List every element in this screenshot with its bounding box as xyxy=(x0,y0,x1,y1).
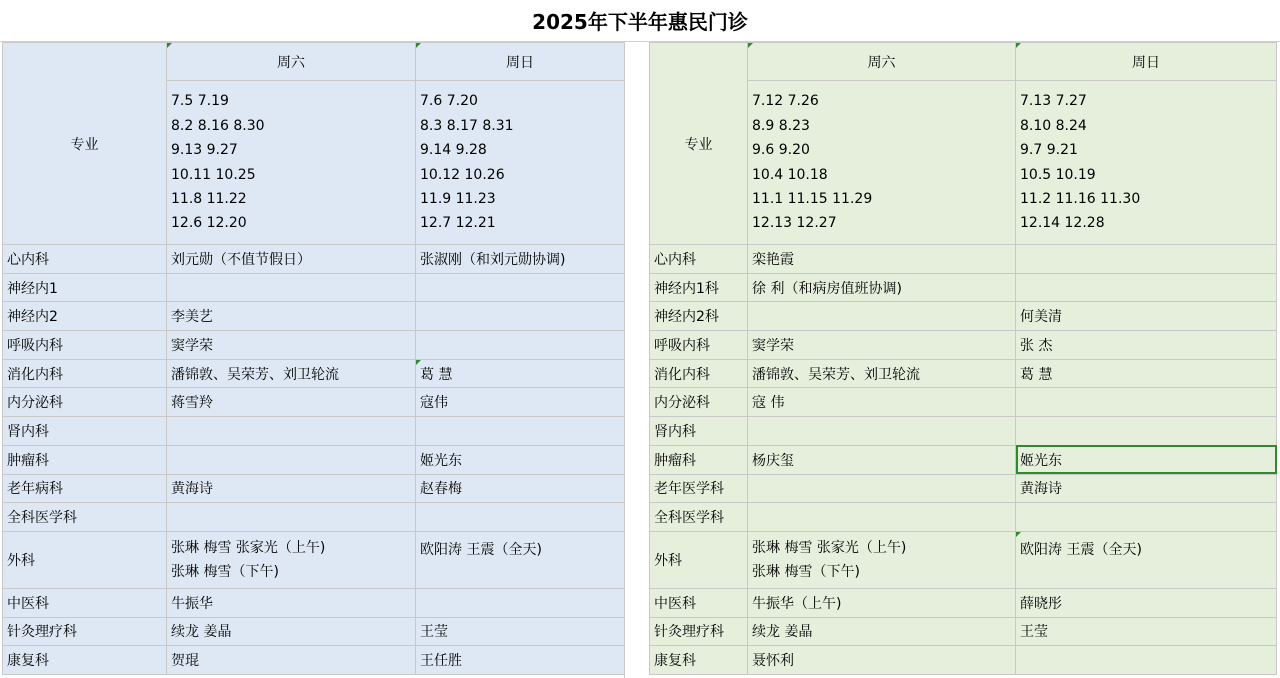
saturday-header: 周六 xyxy=(867,54,896,71)
sunday-cell[interactable]: 姬光东 xyxy=(416,445,625,474)
saturday-cell[interactable]: 牛振华（上午) xyxy=(748,588,1016,617)
sunday-cell[interactable] xyxy=(416,302,625,331)
dept-cell[interactable]: 呼吸内科 xyxy=(650,331,748,360)
date-line: 12.14 12.28 xyxy=(1020,215,1105,232)
saturday-cell[interactable]: 贺琨 xyxy=(167,646,416,675)
saturday-cell[interactable] xyxy=(748,503,1016,532)
saturday-cell[interactable] xyxy=(167,531,416,588)
sunday-cell[interactable] xyxy=(1016,646,1277,675)
date-line: 9.14 9.28 xyxy=(420,142,487,159)
cell-line: 张琳 梅雪 张家光（上午) xyxy=(171,539,326,556)
sunday-cell[interactable] xyxy=(1016,531,1277,588)
date-line: 7.6 7.20 xyxy=(420,93,478,110)
saturday-cell[interactable] xyxy=(167,445,416,474)
saturday-cell[interactable]: 栾艳霞 xyxy=(748,245,1016,274)
date-line: 12.13 12.27 xyxy=(752,215,837,232)
table-row xyxy=(3,273,625,302)
table-row xyxy=(3,474,625,503)
date-line: 8.2 8.16 8.30 xyxy=(171,117,265,134)
sunday-cell[interactable]: 张 杰 xyxy=(1016,331,1277,360)
sunday-cell[interactable]: 葛 慧 xyxy=(416,359,625,388)
dept-cell[interactable]: 肿瘤科 xyxy=(650,445,748,474)
date-line: 8.3 8.17 8.31 xyxy=(420,117,514,134)
dept-cell[interactable]: 肾内科 xyxy=(3,417,167,446)
dept-cell[interactable]: 康复科 xyxy=(3,646,167,675)
dept-cell[interactable]: 老年病科 xyxy=(3,474,167,503)
table-row xyxy=(650,445,1277,474)
date-line: 11.8 11.22 xyxy=(171,190,247,207)
saturday-cell[interactable] xyxy=(748,531,1016,588)
date-line: 11.1 11.15 11.29 xyxy=(752,190,873,207)
date-line: 10.12 10.26 xyxy=(420,166,505,183)
date-line: 11.9 11.23 xyxy=(420,190,496,207)
date-line: 8.9 8.23 xyxy=(752,117,810,134)
dept-cell[interactable]: 内分泌科 xyxy=(650,388,748,417)
saturday-dates-cell[interactable] xyxy=(748,81,1016,245)
saturday-cell[interactable]: 续龙 姜晶 xyxy=(167,617,416,646)
table-row xyxy=(3,388,625,417)
date-line: 7.5 7.19 xyxy=(171,93,229,110)
specialty-header: 专业 xyxy=(684,136,713,153)
table-row xyxy=(3,531,625,588)
table-row xyxy=(3,417,625,446)
table-row xyxy=(650,531,1277,588)
sunday-header-cell[interactable] xyxy=(416,43,625,81)
date-line: 10.5 10.19 xyxy=(1020,166,1096,183)
date-line: 9.6 9.20 xyxy=(752,142,810,159)
cell-line: 欧阳涛 王震（全天) xyxy=(1020,541,1142,558)
date-line: 12.6 12.20 xyxy=(171,215,247,232)
sunday-dates-cell[interactable] xyxy=(1016,81,1277,245)
saturday-cell[interactable] xyxy=(167,417,416,446)
specialty-header-cell[interactable] xyxy=(3,43,167,245)
dept-cell[interactable]: 针灸理疗科 xyxy=(3,617,167,646)
sunday-cell[interactable] xyxy=(1016,388,1277,417)
specialty-header-cell[interactable] xyxy=(650,43,748,245)
sunday-cell[interactable] xyxy=(416,331,625,360)
dept-cell[interactable]: 外科 xyxy=(650,531,748,588)
column-gap xyxy=(624,42,649,678)
table-row xyxy=(3,503,625,532)
saturday-header-cell[interactable] xyxy=(748,43,1016,81)
table-row xyxy=(3,445,625,474)
date-line: 10.4 10.18 xyxy=(752,166,828,183)
date-line: 7.13 7.27 xyxy=(1020,93,1087,110)
saturday-cell[interactable]: 聂怀利 xyxy=(748,646,1016,675)
table-row xyxy=(650,503,1277,532)
sunday-cell[interactable]: 王任胜 xyxy=(416,646,625,675)
saturday-cell[interactable]: 窦学荣 xyxy=(167,331,416,360)
dept-cell[interactable]: 消化内科 xyxy=(650,359,748,388)
sunday-header: 周日 xyxy=(506,54,534,71)
saturday-dates-cell[interactable] xyxy=(167,81,416,245)
table-row xyxy=(650,302,1277,331)
dept-cell[interactable]: 全科医学科 xyxy=(3,503,167,532)
date-line: 9.13 9.27 xyxy=(171,142,238,159)
table-row xyxy=(3,245,625,274)
dept-cell[interactable]: 针灸理疗科 xyxy=(650,617,748,646)
dept-cell[interactable]: 消化内科 xyxy=(3,359,167,388)
table-row xyxy=(650,588,1277,617)
dept-cell[interactable]: 中医科 xyxy=(3,588,167,617)
dept-cell[interactable]: 心内科 xyxy=(3,245,167,274)
saturday-cell[interactable] xyxy=(167,503,416,532)
table-row xyxy=(3,331,625,360)
sunday-cell[interactable] xyxy=(1016,273,1277,302)
saturday-cell[interactable]: 潘锦敦、吴荣芳、刘卫轮流 xyxy=(167,359,416,388)
sunday-cell[interactable] xyxy=(1016,503,1277,532)
sunday-cell[interactable]: 寇伟 xyxy=(416,388,625,417)
dept-cell[interactable]: 外科 xyxy=(3,531,167,588)
date-line: 8.10 8.24 xyxy=(1020,117,1087,134)
date-line: 11.2 11.16 11.30 xyxy=(1020,190,1141,207)
saturday-cell[interactable] xyxy=(748,302,1016,331)
sunday-cell[interactable] xyxy=(416,503,625,532)
saturday-cell[interactable]: 续龙 姜晶 xyxy=(748,617,1016,646)
saturday-cell[interactable]: 蒋雪羚 xyxy=(167,388,416,417)
right-schedule-table xyxy=(649,42,1277,675)
dept-cell[interactable]: 康复科 xyxy=(650,646,748,675)
dept-cell[interactable]: 内分泌科 xyxy=(3,388,167,417)
dept-cell[interactable]: 全科医学科 xyxy=(650,503,748,532)
cell-line: 欧阳涛 王震（全天) xyxy=(420,541,542,558)
saturday-cell[interactable]: 黄海诗 xyxy=(167,474,416,503)
date-line: 9.7 9.21 xyxy=(1020,142,1078,159)
sunday-header-cell[interactable] xyxy=(1016,43,1277,81)
date-line: 10.11 10.25 xyxy=(171,166,256,183)
cell-line: 张琳 梅雪 张家光（上午) xyxy=(752,539,907,556)
saturday-cell[interactable]: 潘锦敦、吴荣芳、刘卫轮流 xyxy=(748,359,1016,388)
sunday-cell[interactable]: 薛晓彤 xyxy=(1016,588,1277,617)
saturday-header-cell[interactable] xyxy=(167,43,416,81)
sunday-cell[interactable]: 黄海诗 xyxy=(1016,474,1277,503)
sunday-cell[interactable] xyxy=(416,588,625,617)
table-row xyxy=(650,359,1277,388)
saturday-cell[interactable]: 杨庆玺 xyxy=(748,445,1016,474)
sunday-header: 周日 xyxy=(1132,54,1160,71)
selected-cell[interactable]: 姬光东 xyxy=(1016,445,1277,474)
dept-cell[interactable]: 肿瘤科 xyxy=(3,445,167,474)
sunday-cell[interactable] xyxy=(1016,245,1277,274)
date-line: 12.7 12.21 xyxy=(420,215,496,232)
title-text: 2025年下半年惠民门诊 xyxy=(532,10,748,34)
sunday-cell[interactable] xyxy=(416,531,625,588)
table-row xyxy=(3,588,625,617)
dept-cell[interactable]: 中医科 xyxy=(650,588,748,617)
sunday-cell[interactable]: 王莹 xyxy=(416,617,625,646)
sunday-cell[interactable]: 赵春梅 xyxy=(416,474,625,503)
saturday-cell[interactable] xyxy=(748,474,1016,503)
sunday-cell[interactable] xyxy=(416,273,625,302)
dept-cell[interactable]: 呼吸内科 xyxy=(3,331,167,360)
table-row xyxy=(3,646,625,675)
sunday-cell[interactable]: 何美清 xyxy=(1016,302,1277,331)
table-row xyxy=(650,417,1277,446)
saturday-cell[interactable]: 刘元勋（不值节假日） xyxy=(167,245,416,274)
table-row xyxy=(650,331,1277,360)
dept-cell[interactable]: 神经内1 xyxy=(3,273,167,302)
dept-cell[interactable]: 老年医学科 xyxy=(650,474,748,503)
dept-cell[interactable]: 神经内2科 xyxy=(650,302,748,331)
table-row xyxy=(3,359,625,388)
sunday-cell[interactable]: 葛 慧 xyxy=(1016,359,1277,388)
saturday-cell[interactable]: 牛振华 xyxy=(167,588,416,617)
table-row xyxy=(3,617,625,646)
cell-line: 张琳 梅雪（下午) xyxy=(171,563,279,580)
table-row xyxy=(650,388,1277,417)
saturday-cell[interactable]: 窦学荣 xyxy=(748,331,1016,360)
sunday-cell[interactable]: 张淑刚（和刘元勋协调) xyxy=(416,245,625,274)
saturday-header: 周六 xyxy=(277,54,305,71)
table-row xyxy=(650,273,1277,302)
page-title xyxy=(0,0,1280,42)
dept-cell[interactable]: 心内科 xyxy=(650,245,748,274)
sunday-dates-cell[interactable] xyxy=(416,81,625,245)
dept-cell[interactable]: 肾内科 xyxy=(650,417,748,446)
date-line: 7.12 7.26 xyxy=(752,93,819,110)
table-row xyxy=(650,646,1277,675)
specialty-header: 专业 xyxy=(70,136,99,153)
table-row xyxy=(650,474,1277,503)
dept-cell[interactable]: 神经内2 xyxy=(3,302,167,331)
sunday-cell[interactable] xyxy=(1016,417,1277,446)
table-row xyxy=(650,245,1277,274)
saturday-cell[interactable] xyxy=(167,273,416,302)
sunday-cell[interactable]: 王莹 xyxy=(1016,617,1277,646)
saturday-cell[interactable]: 李美艺 xyxy=(167,302,416,331)
table-row xyxy=(3,302,625,331)
left-schedule-table xyxy=(2,42,625,675)
saturday-cell[interactable] xyxy=(748,417,1016,446)
dept-cell[interactable]: 神经内1科 xyxy=(650,273,748,302)
saturday-cell[interactable]: 寇 伟 xyxy=(748,388,1016,417)
table-row xyxy=(650,617,1277,646)
cell-line: 张琳 梅雪（下午) xyxy=(752,563,860,580)
sunday-cell[interactable] xyxy=(416,417,625,446)
saturday-cell[interactable]: 徐 利（和病房值班协调) xyxy=(748,273,1016,302)
